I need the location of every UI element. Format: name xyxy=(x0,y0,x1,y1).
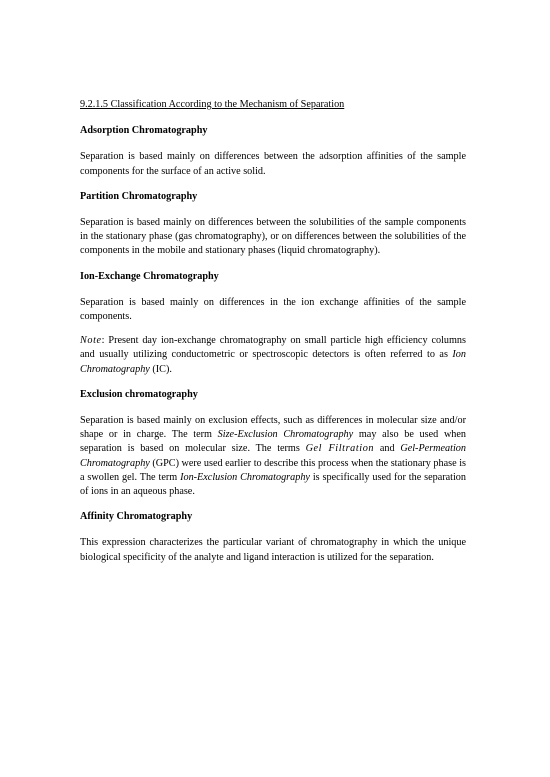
note-label: Note xyxy=(80,335,102,347)
note-text-1: : Present day ion-exchange chromatography on small particle high efficiency columns and usually utilizing conductometric or spectroscopic detectors is often referred to as xyxy=(80,335,466,361)
term-size-exclusion: Size-Exclusion Chromatography xyxy=(217,429,354,441)
term-gel-permeation: Gel-Permeation Chromatography xyxy=(80,443,466,469)
exclusion-text-3: and xyxy=(374,443,401,455)
heading-ion-exchange: Ion-Exchange Chromatography xyxy=(80,270,219,282)
paragraph-ion-exchange: Separation is based mainly on differences in the ion exchange affinities of the sample components. xyxy=(80,296,466,323)
exclusion-text-2: may also be used when separation is based on molecular size. The terms xyxy=(80,429,467,455)
note-term-ion-chromatography: Ion Chromatography xyxy=(80,349,466,375)
exclusion-text-1: Separation is based mainly on exclusion effects, such as differences in molecular size and/or shape or in charge. The term xyxy=(80,415,466,441)
term-ion-exclusion: Ion-Exclusion Chromatography xyxy=(180,471,310,483)
paragraph-affinity: This expression characterizes the particular variant of chromatography in which the unique biological specificity of the analyte and ligand interaction is utilized for the separation. xyxy=(80,537,466,563)
heading-exclusion: Exclusion chromatography xyxy=(80,388,198,400)
exclusion-text-5: is specifically used for the separation of ions in an aqueous phase. xyxy=(80,471,466,498)
heading-partition: Partition Chromatography xyxy=(80,190,198,202)
paragraph-partition: Separation is based mainly on differences between the solubilities of the sample components in the stationary phase (gas chromatography), or on differences between the solubilities of the components in the mobile and stationary phases (liquid chromatography). xyxy=(80,217,466,257)
paragraph-exclusion xyxy=(80,414,466,499)
note-text-2: (IC). xyxy=(149,363,172,375)
document-page xyxy=(80,98,466,576)
note-ion-exchange xyxy=(80,334,466,377)
heading-adsorption: Adsorption Chromatography xyxy=(80,125,208,137)
term-gel-filtration: Gel Filtration xyxy=(305,443,375,455)
paragraph-adsorption: Separation is based mainly on differences between the adsorption affinities of the sample components for the surface of an active solid. xyxy=(80,151,466,177)
heading-affinity: Affinity Chromatography xyxy=(80,511,193,523)
section-title: 9.2.1.5 Classification According to the Mechanism of Separation xyxy=(80,99,345,110)
exclusion-text-4: (GPC) were used earlier to describe this process when the stationary phase is a swollen gel. The term xyxy=(80,457,466,483)
